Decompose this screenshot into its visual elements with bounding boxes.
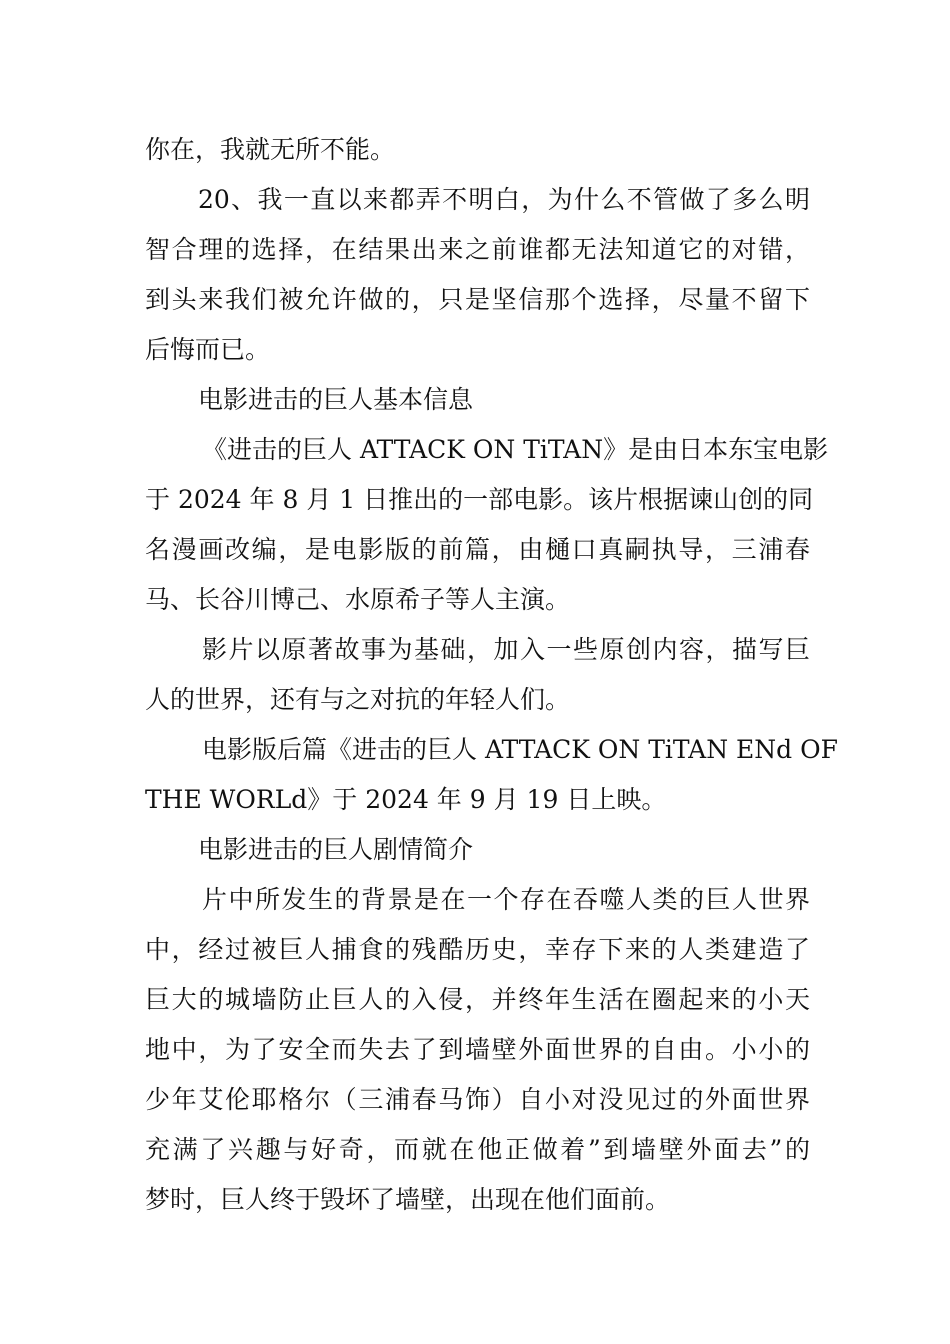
text-line: 名漫画改编，是电影版的前篇，由樋口真嗣执导，三浦春 bbox=[145, 535, 810, 564]
text-line: 充满了兴趣与好奇，而就在他正做着”到墙壁外面去”的 bbox=[145, 1135, 810, 1164]
text-line: 智合理的选择，在结果出来之前谁都无法知道它的对错， bbox=[145, 235, 810, 264]
text-line: 电影版后篇《进击的巨人 ATTACK ON TiTAN ENd OF bbox=[202, 735, 838, 764]
text-line: 《进击的巨人 ATTACK ON TiTAN》是由日本东宝电影 bbox=[202, 435, 829, 464]
text-line: 马、长谷川博己、水原希子等人主演。 bbox=[145, 585, 571, 614]
text-line: 片中所发生的背景是在一个存在吞噬人类的巨人世界 bbox=[202, 885, 810, 914]
text-line: 20、我一直以来都弄不明白，为什么不管做了多么明 bbox=[198, 185, 810, 214]
text-line: 梦时，巨人终于毁坏了墙壁，出现在他们面前。 bbox=[145, 1185, 671, 1214]
text-line: 地中，为了安全而失去了到墙壁外面世界的自由。小小的 bbox=[145, 1035, 810, 1064]
section-heading: 电影进击的巨人剧情简介 bbox=[198, 835, 474, 864]
text-line: 巨大的城墙防止巨人的入侵，并终年生活在圈起来的小天 bbox=[145, 985, 810, 1014]
text-line: 到头来我们被允许做的，只是坚信那个选择，尽量不留下 bbox=[145, 285, 810, 314]
text-line: 少年艾伦耶格尔（三浦春马饰）自小对没见过的外面世界 bbox=[145, 1085, 810, 1114]
section-heading: 电影进击的巨人基本信息 bbox=[198, 385, 474, 414]
text-line: 人的世界，还有与之对抗的年轻人们。 bbox=[145, 685, 571, 714]
text-line: 中，经过被巨人捕食的残酷历史，幸存下来的人类建造了 bbox=[145, 935, 810, 964]
text-line: 影片以原著故事为基础，加入一些原创内容，描写巨 bbox=[202, 635, 810, 664]
text-line: 于 2024 年 8 月 1 日推出的一部电影。该片根据谏山创的同 bbox=[145, 485, 814, 514]
text-line: 后悔而已。 bbox=[145, 335, 271, 364]
text-line: 你在，我就无所不能。 bbox=[145, 135, 396, 164]
text-line: THE WORLd》于 2024 年 9 月 19 日上映。 bbox=[145, 785, 667, 814]
